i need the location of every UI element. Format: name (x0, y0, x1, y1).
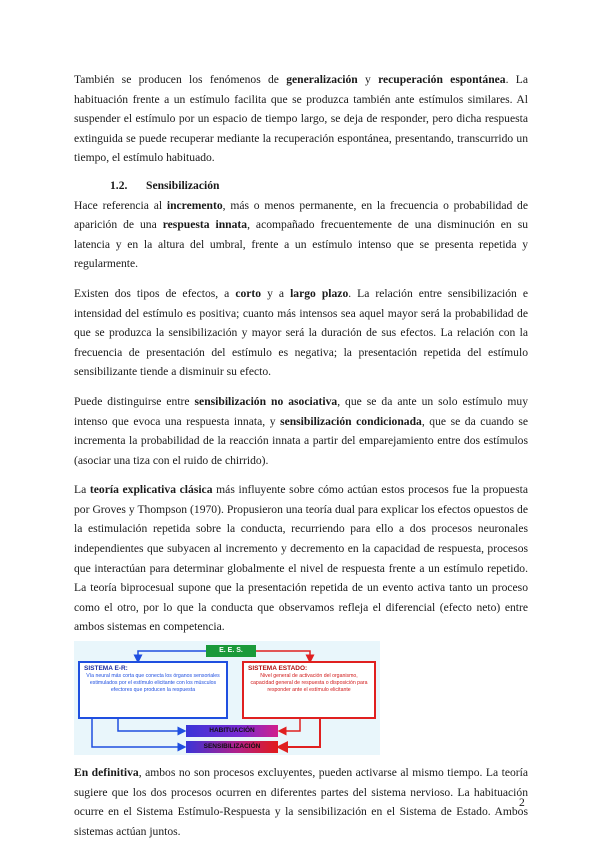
system-estado-text: Nivel general de activación del organismo, capacidad general de respuesta o disposición para responder ante el estímulo elicitante (250, 673, 368, 694)
arrow-estado-sensibilizacion (282, 719, 320, 747)
text-run: , acompañado frecuentemente de una disminución en su latencia y en la altura del umbral, frente a un estímulo intenso que se presenta repetida y regularmente. (74, 218, 528, 271)
paragraph-types (74, 392, 528, 470)
system-er-text: Vía neural más corta que conecta los órganos sensoriales estimulados por el estímulo elicitante con los músculos efectores que producen la respuesta (86, 673, 220, 694)
arrow-er-sensibilizacion (92, 719, 182, 747)
bold-term: incremento (166, 198, 223, 212)
page-number: 2 (519, 796, 525, 809)
bold-term: respuesta innata (162, 218, 248, 232)
system-er-box (78, 661, 228, 719)
text-run: Existen dos tipos de efectos, a (74, 286, 236, 300)
paragraph-conclusion (74, 763, 528, 841)
bold-term: recuperación espontánea (378, 73, 506, 86)
bold-term: En definitiva (74, 766, 139, 780)
arrow-er-habituacion (118, 719, 182, 731)
paragraph-generalization (74, 70, 528, 168)
section-number: 1.2. (110, 178, 128, 192)
arrow-ees-er (138, 651, 206, 659)
document-page (74, 70, 528, 841)
section-title: Sensibilización (146, 178, 220, 192)
bold-term: largo plazo (290, 286, 349, 300)
arrow-estado-habituacion (282, 719, 300, 731)
text-run: También se producen los fenómenos de (74, 73, 287, 86)
text-run: La (74, 483, 90, 497)
text-run: y (357, 73, 379, 86)
text-run: Hace referencia al (74, 198, 167, 212)
ees-box: E. E. S. (206, 645, 256, 657)
text-run: y a (261, 286, 291, 300)
text-run: . La relación entre sensibilización e intensidad del estímulo es positiva; cuanto más intensos sea aquel mayor será la probabilidad de que se produzca la sensibilización y mayor será la duración de sus efectos. La relación con la frecuencia de presentación del estímulo es negativa; la presentación repetida del estímulo sensibilizante tiende a disminuir su efecto. (74, 286, 528, 379)
text-run: Puede distinguirse entre (74, 394, 195, 408)
bold-term: sensibilización condicionada (280, 414, 422, 428)
bold-term: teoría explicativa clásica (89, 483, 213, 497)
sensitization-box: SENSIBILIZACIÓN (186, 741, 278, 753)
bold-term: corto (235, 286, 262, 300)
text-run: . La habituación frente a un estímulo facilita que se produzca también ante estímulos similares. Al suspender el estímulo por un espacio de tiempo largo, se deja de responder, pero dicha respuesta extinguida se puede recuperar mediante la recuperación espontánea, presentando, transcurrido un tiempo, el estímulo habituado. (74, 73, 529, 165)
paragraph-definition (74, 196, 528, 274)
bold-term: generalización (286, 73, 358, 86)
system-estado-title: SISTEMA ESTADO: (248, 665, 308, 673)
text-run: , más o menos permanente, en la frecuencia o probabilidad de aparición de una (74, 198, 529, 232)
paragraph-theory (74, 480, 528, 637)
bold-term: sensibilización no asociativa (194, 394, 338, 408)
arrow-ees-estado (256, 651, 310, 659)
text-run: , que se da cuando se incrementa la probabilidad de la reacción innata a partir del emparejamiento entre dos estímulos (asociar una tiza con el ruido de chirrido). (74, 414, 528, 467)
text-run: , ambos no son procesos excluyentes, pueden activarse al mismo tiempo. La teoría sugiere que los dos procesos ocurren en diferentes partes del sistema nervioso. La habituación ocurre en el Sistema Estímulo-Respuesta y la sensibilización en el Sistema de Estado. Ambos sistemas actúan juntos. (74, 766, 528, 838)
system-estado-box (242, 661, 376, 719)
text-run: , que se da ante un solo estímulo muy intenso que evoca una respuesta innata, y (74, 394, 528, 428)
system-er-title: SISTEMA E-R: (84, 665, 128, 673)
habituation-box: HABITUACIÓN (186, 725, 278, 737)
section-heading (74, 176, 528, 196)
text-run: más influyente sobre cómo actúan estos procesos fue la propuesta por Groves y Thompson (1970). Propusieron una teoría dual para explicar los efectos opuestos de la estimulación repetida sobre la conducta, recurriendo para ello a dos procesos neuronales independientes que subyacen al incremento y decremento en la capacidad de respuesta, procesos que interactúan para determinar globalmente el nivel de respuesta frente a un estímulo repetido. La teoría biprocesual supone que la presentación repetida de un evento activa tanto un proceso como el otro, por lo que la conducta que observamos refleja el diferencial (efecto neto) entre ambos sistemas en competencia. (74, 483, 528, 634)
paragraph-effects (74, 284, 528, 382)
dual-process-diagram (74, 641, 380, 755)
